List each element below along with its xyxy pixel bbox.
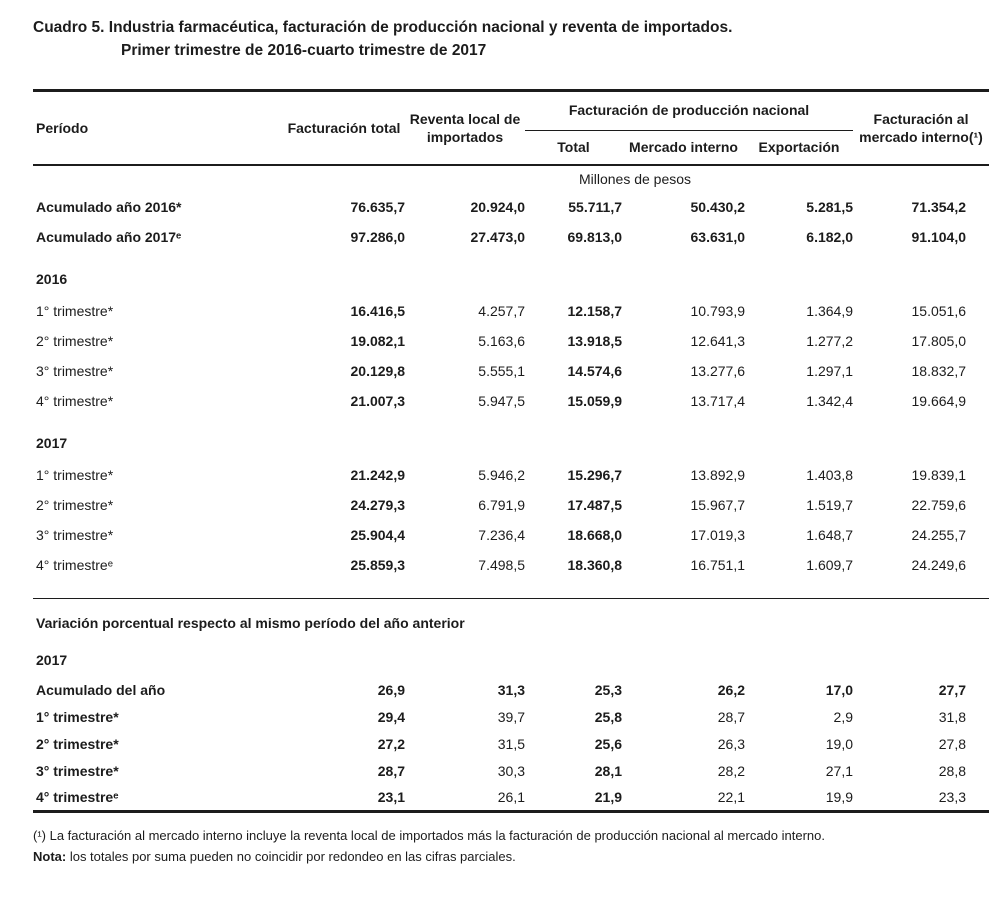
value-cell: 5.946,2 <box>478 467 525 483</box>
footnote-nota-text: los totales por suma pueden no coincidir por redondeo en las cifras parciales. <box>66 848 516 864</box>
column-header-mercado-interno: Mercado interno <box>622 130 745 165</box>
value-cell: 5.555,1 <box>478 363 525 379</box>
row-label: 2° trimestre* <box>36 735 119 752</box>
value-cell: 15.967,7 <box>690 497 745 513</box>
value-cell: 24.279,3 <box>350 497 405 513</box>
row-label: Acumulado año 2016* <box>36 199 182 215</box>
table-row <box>33 165 989 192</box>
row-label: 2° trimestre* <box>36 333 114 349</box>
table-row <box>33 676 989 703</box>
table-row <box>33 386 989 416</box>
value-cell: 17,0 <box>825 681 854 698</box>
value-cell: 22.759,6 <box>911 497 967 513</box>
value-cell: 1.648,7 <box>806 527 854 543</box>
value-cell: 19,0 <box>825 735 854 752</box>
value-cell: 20.129,8 <box>350 363 405 379</box>
table-row <box>33 520 989 550</box>
value-cell: 76.635,7 <box>350 199 405 215</box>
value-cell: 23,1 <box>377 788 405 805</box>
value-cell: 14.574,6 <box>567 363 622 379</box>
value-cell: 7.236,4 <box>478 527 525 543</box>
row-label: 4° trimestreᵉ <box>36 557 113 573</box>
value-cell: 23,3 <box>938 788 967 805</box>
table-row <box>33 416 989 460</box>
footnote-nota <box>33 846 989 867</box>
value-cell: 19.082,1 <box>350 333 405 349</box>
value-cell: 19.839,1 <box>911 467 967 483</box>
table-row <box>33 192 989 222</box>
table-row <box>33 222 989 252</box>
spacer-cell <box>745 165 989 192</box>
table-row <box>33 356 989 386</box>
value-cell: 20.924,0 <box>470 199 525 215</box>
row-label: 1° trimestre* <box>36 708 119 725</box>
value-cell: 25.859,3 <box>350 557 405 573</box>
value-cell: 1.364,9 <box>806 303 854 319</box>
value-cell: 28,7 <box>377 762 405 779</box>
spacer-cell <box>33 580 989 598</box>
value-cell: 17.805,0 <box>911 333 967 349</box>
variation-heading: Variación porcentual respecto al mismo período del año anterior <box>33 598 989 640</box>
value-cell: 25,8 <box>594 708 622 725</box>
value-cell: 13.717,4 <box>690 393 745 409</box>
unit-label: Millones de pesos <box>578 171 692 187</box>
value-cell: 27,8 <box>938 735 967 752</box>
value-cell: 28,2 <box>717 762 745 779</box>
value-cell: 28,1 <box>594 762 622 779</box>
value-cell: 27,1 <box>825 762 854 779</box>
column-header-total: Total <box>525 130 622 165</box>
table-header <box>33 90 989 165</box>
value-cell: 1.342,4 <box>806 393 854 409</box>
data-table <box>33 89 989 813</box>
value-cell: 97.286,0 <box>350 229 405 245</box>
row-label: 4° trimestre* <box>36 393 114 409</box>
row-label: 2° trimestre* <box>36 497 114 513</box>
row-label: 1° trimestre* <box>36 467 114 483</box>
value-cell: 17.019,3 <box>690 527 745 543</box>
value-cell: 24.255,7 <box>911 527 967 543</box>
value-cell: 1.609,7 <box>806 557 854 573</box>
table-row <box>33 784 989 811</box>
value-cell: 6.182,0 <box>806 229 854 245</box>
value-cell: 30,3 <box>497 762 525 779</box>
value-cell: 13.277,6 <box>690 363 745 379</box>
table-row <box>33 640 989 676</box>
value-cell: 12.641,3 <box>690 333 745 349</box>
title-line-2: Primer trimestre de 2016-cuarto trimestre de 2017 <box>121 42 487 60</box>
row-label: Acumulado año 2017ᵉ <box>36 229 182 245</box>
value-cell: 1.277,2 <box>806 333 854 349</box>
value-cell: 1.297,1 <box>806 363 854 379</box>
value-cell: 4.257,7 <box>478 303 525 319</box>
value-cell: 69.813,0 <box>567 229 622 245</box>
table-row <box>33 757 989 784</box>
footnotes <box>33 825 989 867</box>
title-line-1: Cuadro 5. Industria farmacéutica, facturación de producción nacional y reventa de importados. <box>33 19 733 36</box>
value-cell: 1.403,8 <box>806 467 854 483</box>
value-cell: 19.664,9 <box>911 393 967 409</box>
row-label: 3° trimestre* <box>36 762 119 779</box>
table-row <box>33 730 989 757</box>
value-cell: 71.354,2 <box>911 199 967 215</box>
value-cell: 13.892,9 <box>690 467 745 483</box>
value-cell: 18.360,8 <box>567 557 622 573</box>
table-row <box>33 252 989 296</box>
value-cell: 1.519,7 <box>806 497 854 513</box>
value-cell: 31,8 <box>938 708 967 725</box>
value-cell: 13.918,5 <box>567 333 622 349</box>
value-cell: 26,1 <box>497 788 525 805</box>
value-cell: 2,9 <box>833 708 854 725</box>
table-row <box>33 703 989 730</box>
table-row <box>33 550 989 580</box>
value-cell: 6.791,9 <box>478 497 525 513</box>
row-label: 3° trimestre* <box>36 363 114 379</box>
column-group-produccion-nacional: Facturación de producción nacional <box>525 90 853 130</box>
value-cell: 26,2 <box>717 681 745 698</box>
value-cell: 12.158,7 <box>567 303 622 319</box>
value-cell: 25.904,4 <box>350 527 405 543</box>
value-cell: 26,9 <box>377 681 405 698</box>
value-cell: 5.163,6 <box>478 333 525 349</box>
value-cell: 91.104,0 <box>911 229 967 245</box>
value-cell: 17.487,5 <box>567 497 622 513</box>
value-cell: 15.059,9 <box>567 393 622 409</box>
value-cell: 15.051,6 <box>911 303 967 319</box>
value-cell: 27.473,0 <box>470 229 525 245</box>
value-cell: 25,6 <box>594 735 622 752</box>
column-header-facturacion-mercado-interno: Facturación al mercado interno(¹) <box>853 90 989 165</box>
value-cell: 18.668,0 <box>567 527 622 543</box>
value-cell: 39,7 <box>497 708 525 725</box>
value-cell: 55.711,7 <box>568 199 622 215</box>
spacer-cell <box>33 165 525 192</box>
column-header-facturacion-total: Facturación total <box>283 90 405 165</box>
variation-year: 2017 <box>36 652 68 668</box>
column-header-exportacion: Exportación <box>745 130 853 165</box>
column-header-reventa-local: Reventa local de importados <box>405 90 525 165</box>
value-cell: 27,2 <box>377 735 405 752</box>
section-heading: 2016 <box>36 271 68 287</box>
value-cell: 21.007,3 <box>350 393 405 409</box>
value-cell: 21.242,9 <box>350 467 405 483</box>
value-cell: 26,3 <box>717 735 745 752</box>
footnote-1-text: (¹) La facturación al mercado interno incluye la reventa local de importados más la facturación de producción nacional al mercado interno. <box>33 827 825 843</box>
table-body <box>33 165 989 811</box>
value-cell: 24.249,6 <box>911 557 967 573</box>
value-cell: 28,7 <box>717 708 745 725</box>
value-cell: 31,5 <box>497 735 525 752</box>
value-cell: 10.793,9 <box>690 303 745 319</box>
row-label: 3° trimestre* <box>36 527 114 543</box>
value-cell: 19,9 <box>825 788 854 805</box>
row-label: Acumulado del año <box>36 681 166 698</box>
value-cell: 28,8 <box>938 762 967 779</box>
footnote-nota-label: Nota: <box>33 848 67 864</box>
value-cell: 16.416,5 <box>350 303 405 319</box>
value-cell: 7.498,5 <box>478 557 525 573</box>
table-row <box>33 326 989 356</box>
value-cell: 50.430,2 <box>690 199 745 215</box>
value-cell: 5.947,5 <box>478 393 525 409</box>
value-cell: 18.832,7 <box>911 363 967 379</box>
value-cell: 5.281,5 <box>806 199 854 215</box>
value-cell: 25,3 <box>594 681 622 698</box>
table-row <box>33 296 989 326</box>
row-label: 1° trimestre* <box>36 303 114 319</box>
section-heading: 2017 <box>36 435 68 451</box>
value-cell: 21,9 <box>594 788 622 805</box>
value-cell: 15.296,7 <box>567 467 622 483</box>
column-header-periodo: Período <box>33 90 283 165</box>
table-row <box>33 580 989 598</box>
value-cell: 16.751,1 <box>690 557 745 573</box>
row-label: 4° trimestreᵉ <box>36 788 119 805</box>
table-row <box>33 460 989 490</box>
table-row <box>33 490 989 520</box>
footnote-1 <box>33 825 989 846</box>
value-cell: 27,7 <box>938 681 967 698</box>
value-cell: 22,1 <box>717 788 745 805</box>
value-cell: 31,3 <box>497 681 525 698</box>
table-row <box>33 598 989 640</box>
value-cell: 29,4 <box>377 708 405 725</box>
value-cell: 63.631,0 <box>690 229 745 245</box>
table-title <box>33 16 989 63</box>
